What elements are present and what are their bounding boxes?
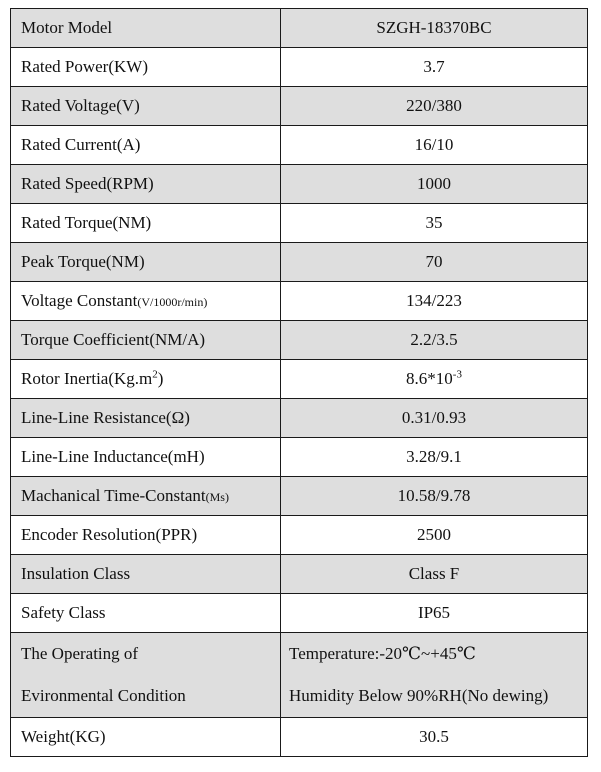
spec-row-rated-current — [11, 126, 588, 165]
spec-row-operating-environment — [11, 633, 588, 718]
spec-row-rotor-inertia — [11, 360, 588, 399]
spec-value — [281, 360, 588, 399]
spec-row-rated-power — [11, 48, 588, 87]
spec-row-safety-class — [11, 594, 588, 633]
spec-value: SZGH-18370BC — [281, 9, 588, 48]
spec-label-unit: (Ms) — [205, 489, 229, 504]
spec-label: Rated Speed(RPM) — [11, 165, 281, 204]
spec-label-line: The Operating of — [21, 644, 139, 663]
spec-value — [281, 633, 588, 718]
spec-label-tail: ) — [157, 369, 164, 388]
spec-row-motor-model — [11, 9, 588, 48]
spec-value: 2.2/3.5 — [281, 321, 588, 360]
spec-row-voltage-constant — [11, 282, 588, 321]
spec-label: Line-Line Inductance(mH) — [11, 438, 281, 477]
spec-value: 35 — [281, 204, 588, 243]
spec-label — [11, 360, 281, 399]
spec-label-main: Voltage Constant — [21, 290, 138, 310]
spec-row-encoder-resolution — [11, 516, 588, 555]
spec-label-main: Machanical Time-Constant — [21, 485, 206, 505]
spec-label: Peak Torque(NM) — [11, 243, 281, 282]
spec-label-unit: (V/1000r/min) — [137, 294, 208, 309]
spec-value: Class F — [281, 555, 588, 594]
spec-value: 10.58/9.78 — [281, 477, 588, 516]
spec-row-line-resistance — [11, 399, 588, 438]
spec-value-line: Humidity Below 90%RH(No dewing) — [289, 686, 549, 705]
spec-row-line-inductance — [11, 438, 588, 477]
spec-label-superscript: 2 — [152, 368, 158, 381]
spec-label: Rated Current(A) — [11, 126, 281, 165]
spec-label: Insulation Class — [11, 555, 281, 594]
spec-row-rated-speed — [11, 165, 588, 204]
spec-row-peak-torque — [11, 243, 588, 282]
spec-label — [11, 477, 281, 516]
spec-value-line: Temperature:-20℃~+45℃ — [289, 644, 476, 663]
spec-label: Safety Class — [11, 594, 281, 633]
spec-value: 3.7 — [281, 48, 588, 87]
spec-row-rated-voltage — [11, 87, 588, 126]
spec-value: 16/10 — [281, 126, 588, 165]
spec-value: 0.31/0.93 — [281, 399, 588, 438]
spec-value: 70 — [281, 243, 588, 282]
spec-value: 1000 — [281, 165, 588, 204]
spec-label: Rated Voltage(V) — [11, 87, 281, 126]
spec-row-weight — [11, 718, 588, 757]
spec-row-torque-coefficient — [11, 321, 588, 360]
spec-row-mechanical-time-constant — [11, 477, 588, 516]
spec-value: 30.5 — [281, 718, 588, 757]
spec-value-main: 8.6*10 — [406, 369, 453, 388]
spec-label: Line-Line Resistance(Ω) — [11, 399, 281, 438]
spec-value: IP65 — [281, 594, 588, 633]
spec-label — [11, 633, 281, 718]
spec-label-line: Evironmental Condition — [21, 686, 186, 705]
spec-label: Weight(KG) — [11, 718, 281, 757]
spec-value: 3.28/9.1 — [281, 438, 588, 477]
spec-value-exponent: -3 — [452, 368, 462, 381]
motor-spec-table — [10, 8, 588, 757]
spec-value: 220/380 — [281, 87, 588, 126]
spec-value: 2500 — [281, 516, 588, 555]
spec-label: Motor Model — [11, 9, 281, 48]
spec-label: Rated Torque(NM) — [11, 204, 281, 243]
spec-label: Torque Coefficient(NM/A) — [11, 321, 281, 360]
spec-label: Rated Power(KW) — [11, 48, 281, 87]
spec-value: 134/223 — [281, 282, 588, 321]
spec-label — [11, 282, 281, 321]
spec-label: Encoder Resolution(PPR) — [11, 516, 281, 555]
spec-row-rated-torque — [11, 204, 588, 243]
spec-label-main: Rotor Inertia(Kg.m — [21, 369, 153, 388]
spec-row-insulation-class — [11, 555, 588, 594]
